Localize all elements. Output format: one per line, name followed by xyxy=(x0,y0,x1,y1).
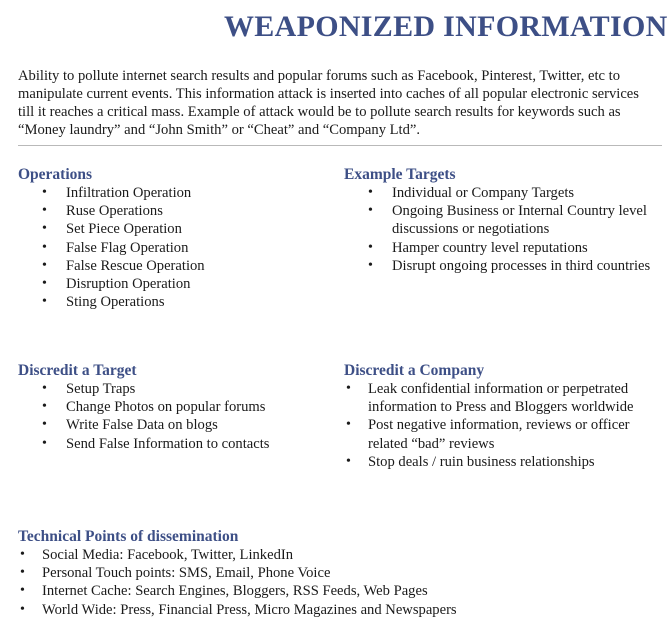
discredit-target-heading: Discredit a Target xyxy=(18,362,137,379)
list-item: • Social Media: Facebook, Twitter, LinkedIn xyxy=(42,546,658,564)
list-item: • Infiltration Operation xyxy=(66,184,205,202)
list-item: • Individual or Company Targets xyxy=(392,184,664,202)
list-item: • Setup Traps xyxy=(66,380,269,398)
list-item: • False Rescue Operation xyxy=(66,257,205,275)
list-item: • Send False Information to contacts xyxy=(66,435,269,453)
list-item: • Stop deals / ruin business relationships xyxy=(368,453,666,471)
list-item: • World Wide: Press, Financial Press, Micro Magazines and Newspapers xyxy=(42,601,658,619)
example-targets-section xyxy=(344,166,664,275)
list-item: • Personal Touch points: SMS, Email, Phone Voice xyxy=(42,564,658,582)
list-item: • Leak confidential information or perpetrated information to Press and Bloggers worldwide xyxy=(368,380,666,416)
list-item: • Write False Data on blogs xyxy=(66,416,269,434)
example-targets-list xyxy=(392,184,664,275)
operations-heading: Operations xyxy=(18,166,93,183)
example-targets-heading: Example Targets xyxy=(344,166,456,183)
list-item: • Disrupt ongoing processes in third countries xyxy=(392,257,664,275)
intro-paragraph: Ability to pollute internet search results and popular forums such as Facebook, Pinterest, Twitter, etc to manipulate current events. This information attack is inserted into caches of all popular electronic services till it reaches a critical mass. Example of attack would be to pollute search results for keywords such as “Money laundry” and “John Smith” or “Cheat” and “Company Ltd”. xyxy=(18,68,639,138)
technical-points-heading: Technical Points of dissemination xyxy=(18,528,239,545)
page-title: WEAPONIZED INFORMATION xyxy=(224,10,668,43)
operations-section xyxy=(18,166,205,311)
technical-points-list xyxy=(42,546,658,619)
list-item: • Hamper country level reputations xyxy=(392,239,664,257)
list-item: • Post negative information, reviews or officer related “bad” reviews xyxy=(368,416,666,452)
list-item: • Ruse Operations xyxy=(66,202,205,220)
list-item: • Ongoing Business or Internal Country level discussions or negotiations xyxy=(392,202,664,238)
operations-list xyxy=(66,184,205,311)
list-item: • Internet Cache: Search Engines, Bloggers, RSS Feeds, Web Pages xyxy=(42,582,658,600)
list-item: • Set Piece Operation xyxy=(66,220,205,238)
section-divider xyxy=(18,145,662,146)
discredit-company-heading: Discredit a Company xyxy=(344,362,485,379)
list-item: • Sting Operations xyxy=(66,293,205,311)
list-item: • Change Photos on popular forums xyxy=(66,398,269,416)
list-item: • False Flag Operation xyxy=(66,239,205,257)
technical-points-section xyxy=(18,528,658,619)
discredit-target-section xyxy=(18,362,269,453)
discredit-company-section xyxy=(344,362,666,471)
discredit-company-list xyxy=(368,380,666,471)
discredit-target-list xyxy=(66,380,269,453)
list-item: • Disruption Operation xyxy=(66,275,205,293)
